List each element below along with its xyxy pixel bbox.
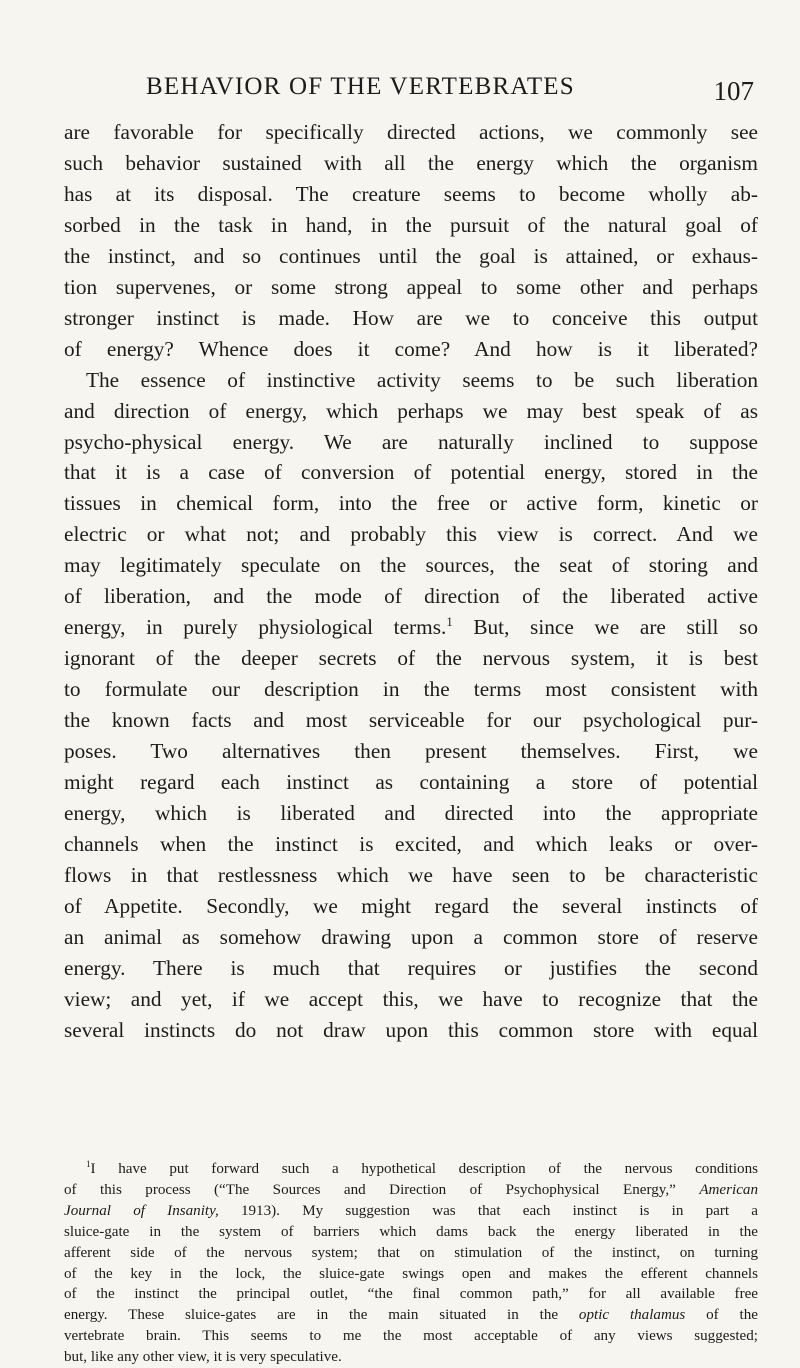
footnote-text: I have put forward such a hypothetical description of the nervous conditions (90, 1161, 758, 1177)
journal-title: Journal of Insanity, (64, 1202, 219, 1219)
text-line: such behavior sustained with all the energy which the organism (64, 150, 758, 175)
text-line: are favorable for specifically directed actions, we commonly see (64, 120, 758, 144)
running-title: BEHAVIOR OF THE VERTEBRATES (146, 73, 575, 100)
text-line: that it is a case of conversion of potential energy, stored in the (64, 460, 758, 485)
text-line: may legitimately speculate on the sources, the seat of storing and (64, 553, 758, 578)
text-line: energy. There is much that requires or justifies the second (64, 955, 758, 980)
footnote-reference: 1 (446, 615, 453, 630)
text-line: to formulate our description in the terms most consistent with (64, 677, 758, 702)
footnote-text: of this process (“The Sources and Direction of Psychophysical Energy,” (64, 1181, 700, 1198)
text-line: of energy? Whence does it come? And how is it liberated? (64, 336, 758, 361)
text-line: electric or what not; and probably this view is correct. And we (64, 522, 758, 547)
text-line: several instincts do not draw upon this common store with equal (64, 1017, 758, 1042)
footnote-line (64, 1305, 758, 1326)
footnote-line: but, like any other view, it is very speculative. (64, 1349, 342, 1366)
footnote-marker: 1 (86, 1158, 91, 1169)
footnote (64, 1159, 758, 1368)
text-line: and direction of energy, which perhaps we may best speak of as (64, 398, 758, 423)
footnote-line: vertebrate brain. This seems to me the most acceptable of any views suggested; (64, 1328, 758, 1345)
text-line: of liberation, and the mode of direction of the liberated active (64, 584, 758, 609)
text-line: The essence of instinctive activity seems to be such liberation (86, 367, 758, 392)
text-line: sorbed in the task in hand, in the pursuit of the natural goal of (64, 212, 758, 237)
anatomical-term: optic thalamus (578, 1307, 686, 1324)
footnote-text: energy. These sluice-gates are in the main situated in the (64, 1307, 579, 1324)
journal-title: American (699, 1181, 758, 1198)
text-line: the instinct, and so continues until the goal is attained, or exhaus- (64, 243, 758, 268)
text-line: an animal as somehow drawing upon a common store of reserve (64, 924, 758, 949)
page-number: 107 (713, 76, 754, 106)
footnote-text: 1913). My suggestion was that each instinct is in part a (218, 1202, 758, 1219)
footnote-line (64, 1180, 758, 1201)
text-line: tissues in chemical form, into the free or active form, kinetic or (64, 491, 758, 516)
text-line: energy, which is liberated and directed into the appropriate (64, 800, 758, 825)
text-line: has at its disposal. The creature seems to become wholly ab- (64, 181, 758, 206)
footnote-line: of the key in the lock, the sluice-gate swings open and makes the efferent channels (64, 1265, 758, 1282)
footnote-line (64, 1159, 758, 1180)
text-line: tion supervenes, or some strong appeal to some other and perhaps (64, 274, 758, 299)
text-line: channels when the instinct is excited, and which leaks or over- (64, 831, 758, 856)
footnote-text: of the (685, 1307, 758, 1324)
text-line: view; and yet, if we accept this, we have to recognize that the (64, 986, 758, 1011)
text-line: ignorant of the deeper secrets of the nervous system, it is best (64, 646, 758, 671)
body-text (64, 117, 758, 1046)
footnote-line (64, 1201, 758, 1222)
text-fragment: energy, in purely physiological terms. (64, 615, 447, 640)
footnote-line: sluice-gate in the system of barriers which dams back the energy liberated in the (64, 1223, 758, 1240)
footnote-line: afferent side of the nervous system; that on stimulation of the instinct, on turning (64, 1244, 758, 1261)
text-line: the known facts and most serviceable for our psychological pur- (64, 708, 758, 733)
running-head (64, 70, 754, 104)
text-line: poses. Two alternatives then present themselves. First, we (64, 739, 758, 764)
text-line: psycho-physical energy. We are naturally inclined to suppose (64, 429, 758, 454)
text-line: stronger instinct is made. How are we to conceive this output (64, 305, 758, 330)
text-line-with-footnote-ref (64, 612, 758, 643)
text-fragment: But, since we are still so (452, 615, 758, 640)
text-line: flows in that restlessness which we have seen to be characteristic (64, 862, 758, 887)
text-line: of Appetite. Secondly, we might regard the several instincts of (64, 893, 758, 918)
text-line: might regard each instinct as containing a store of potential (64, 770, 758, 795)
footnote-line: of the instinct the principal outlet, “the final common path,” for all available free (64, 1286, 758, 1303)
